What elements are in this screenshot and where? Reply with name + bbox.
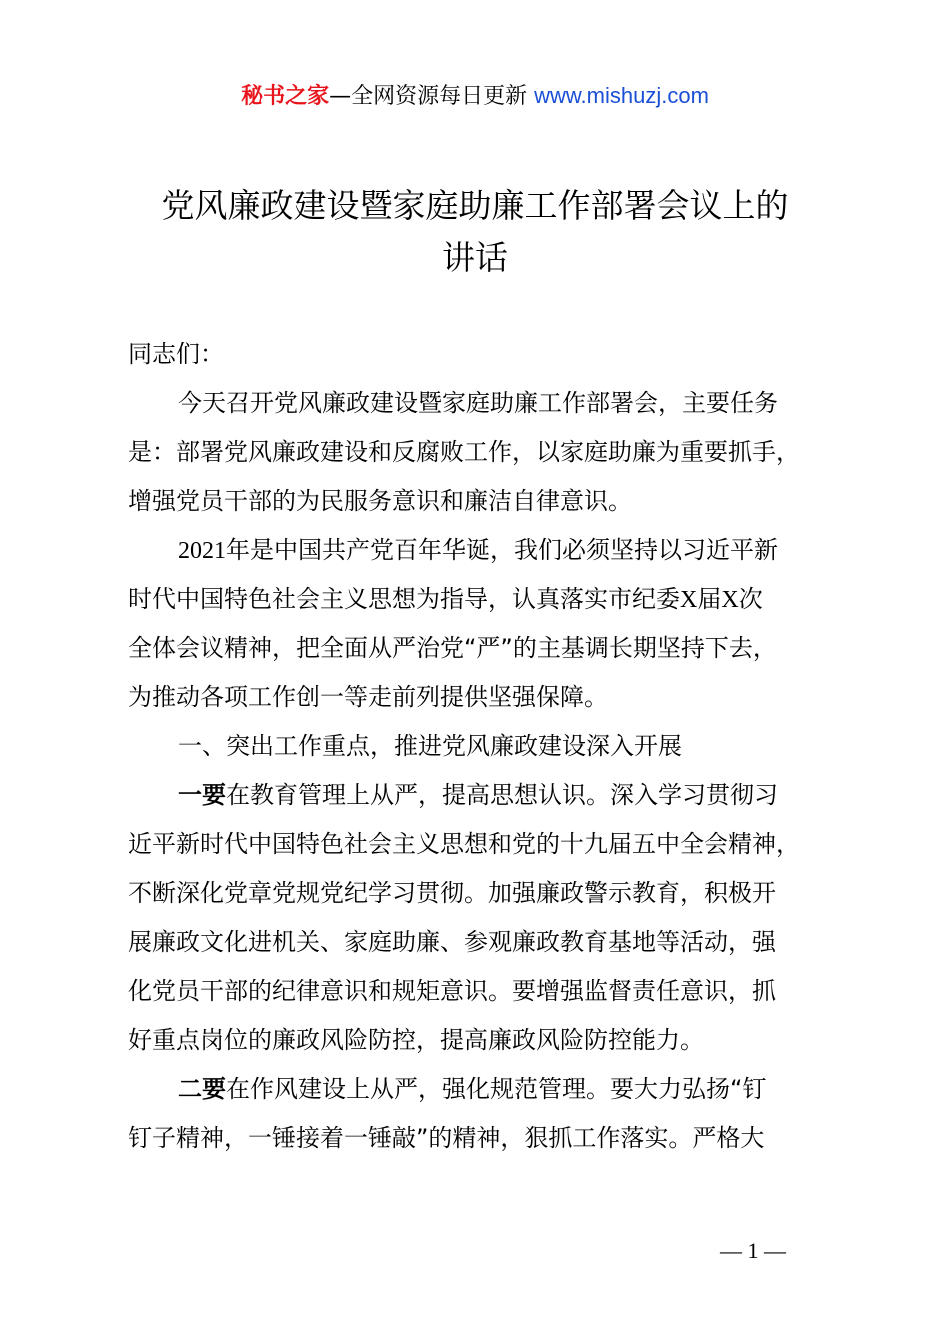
paragraph-line: 展廉政文化进机关、家庭助廉、参观廉政教育基地等活动，强 (128, 928, 776, 956)
paragraph-line (128, 575, 828, 624)
paragraph-text: 年是中国共产党百年华诞，我们必须坚持以习近平新 (226, 536, 778, 564)
paragraph-text: 届 (697, 585, 722, 613)
paragraph-1 (128, 379, 828, 526)
paragraph-line: 增强党员干部的为民服务意识和廉洁自律意识。 (128, 487, 632, 515)
paragraph-2 (128, 526, 828, 722)
paragraph-line: 全体会议精神，把全面从严治党“严”的主基调长期坚持下去， (128, 634, 777, 662)
document-title (100, 180, 850, 284)
section-heading-1: 一、突出工作重点，推进党风廉政建设深入开展 (178, 732, 682, 760)
paragraph-line: 好重点岗位的廉政风险防控，提高廉政风险防控能力。 (128, 1026, 704, 1054)
paragraph-line: 钉子精神，一锤接着一锤敲”的精神，狠抓工作落实。严格大 (128, 1124, 765, 1152)
paragraph-line (128, 771, 828, 820)
title-line-1: 党风廉政建设暨家庭助廉工作部署会议上的 (161, 186, 789, 225)
page-number: — 1 — (720, 1238, 786, 1263)
title-line-2: 讲话 (442, 238, 508, 277)
paragraph-line: 今天召开党风廉政建设暨家庭助廉工作部署会，主要任务 (178, 389, 778, 417)
paragraph-line (128, 526, 828, 575)
paragraph-4 (128, 1065, 828, 1163)
paragraph-text: 在教育管理上从严，提高思想认识。深入学习贯彻习 (226, 781, 778, 809)
paragraph-line (128, 1065, 828, 1114)
paragraph-text: 在作风建设上从严，强化规范管理。要大力弘扬“钉 (226, 1075, 767, 1103)
site-tagline: —全网资源每日更新 (329, 84, 535, 109)
site-url-link[interactable]: www.mishuzj.com (534, 83, 709, 108)
lead-bold: 一要 (178, 781, 226, 809)
site-brand: 秘书之家 (241, 84, 330, 109)
paragraph-line: 为推动各项工作创一等走前列提供坚强保障。 (128, 683, 608, 711)
paragraph-line: 近平新时代中国特色社会主义思想和党的十九届五中全会精神， (128, 830, 800, 858)
paragraph-line: 化党员干部的纪律意识和规矩意识。要增强监督责任意识，抓 (128, 977, 776, 1005)
salutation: 同志们： (128, 340, 224, 368)
year-number: 2021 (178, 538, 226, 564)
paragraph-text: 次 (738, 585, 763, 613)
document-body (128, 330, 828, 1163)
placeholder-x: X (680, 587, 698, 613)
paragraph-line: 不断深化党章党规党纪学习贯彻。加强廉政警示教育，积极开 (128, 879, 776, 907)
placeholder-x: X (721, 587, 739, 613)
lead-bold: 二要 (178, 1075, 226, 1103)
site-header (0, 80, 950, 113)
paragraph-3 (128, 771, 828, 1065)
paragraph-text: 时代中国特色社会主义思想为指导，认真落实市纪委 (128, 585, 680, 613)
paragraph-line: 是：部署党风廉政建设和反腐败工作，以家庭助廉为重要抓手， (128, 438, 800, 466)
